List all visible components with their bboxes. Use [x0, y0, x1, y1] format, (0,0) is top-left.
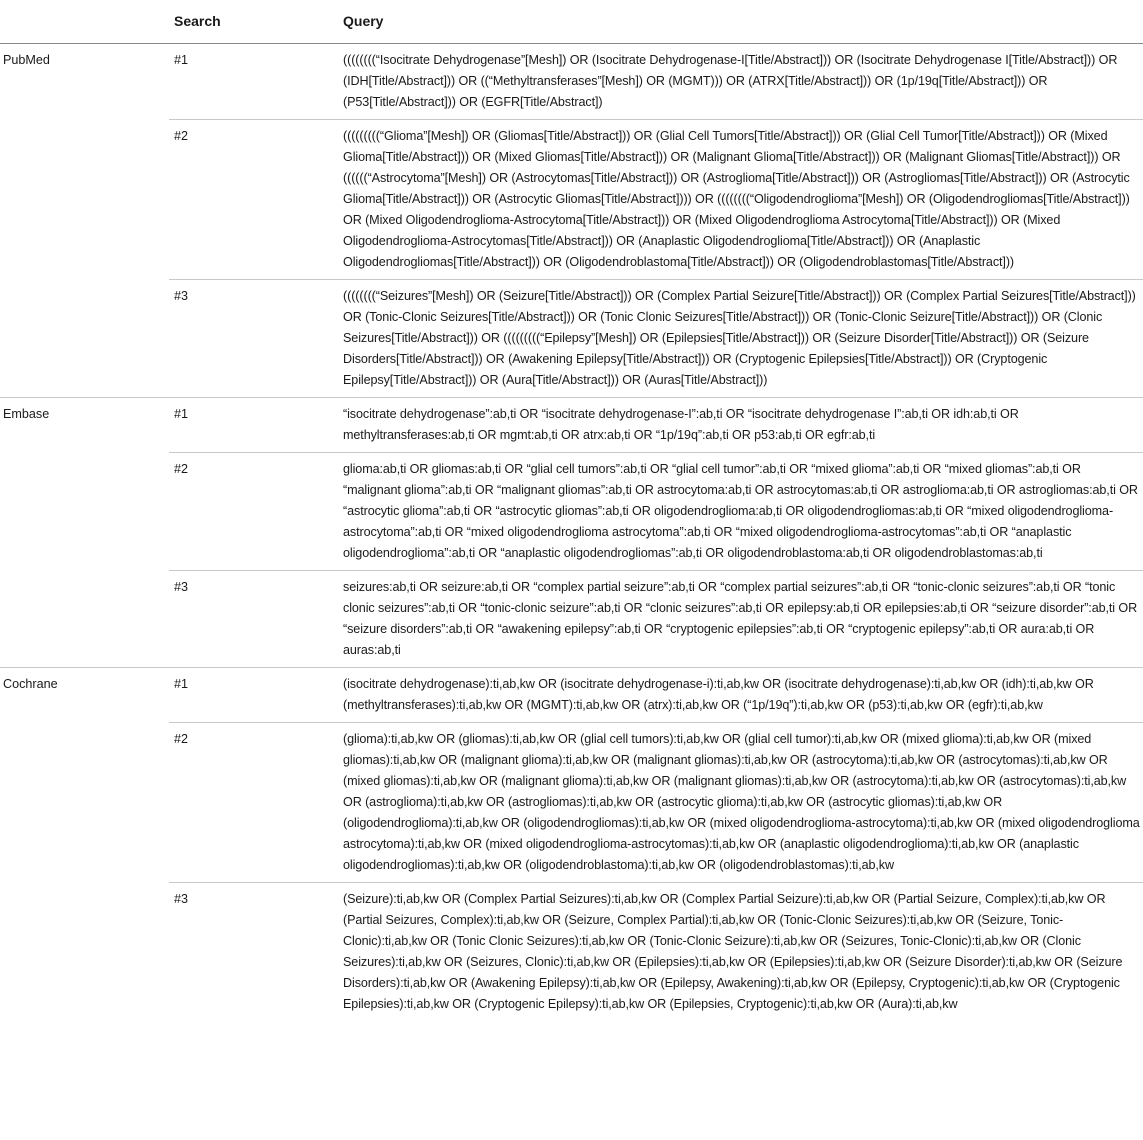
header-search: Search [169, 0, 338, 44]
table-row [0, 280, 1143, 398]
table-row [0, 120, 1143, 280]
search-cell: #3 [169, 883, 338, 1022]
table-row [0, 44, 1143, 120]
search-cell: #2 [169, 120, 338, 280]
search-cell: #1 [169, 398, 338, 453]
search-cell: #1 [174, 53, 189, 67]
query-cell: (glioma):ti,ab,kw OR (gliomas):ti,ab,kw OR (glial cell tumors):ti,ab,kw OR (glial cell tumor):ti,ab,kw OR (mixed glioma):ti,ab,kw OR (mixed gliomas):ti,ab,kw OR (malignant glioma):ti,ab,kw OR (malignant gliomas):ti,ab,kw OR (astrocytoma):ti,ab,kw OR (astrocytomas):ti,ab,kw OR (mixed gliomas):ti,ab,kw OR (malignant glioma):ti,ab,kw OR (malignant gliomas):ti,ab,kw OR (astrocytoma):ti,ab,kw OR (astrocytomas):ti,ab,kw OR (astroglioma):ti,ab,kw OR (astrogliomas):ti,ab,kw OR (astrocytic glioma):ti,ab,kw OR (astrocytic gliomas):ti,ab,kw OR (oligodendroglioma):ti,ab,kw OR (oligodendrogliomas):ti,ab,kw OR (mixed oligodendroglioma-astrocytoma):ti,ab,kw OR (mixed oligodendroglioma astrocytoma):ti,ab,kw OR (mixed oligodendroglioma-astrocytomas):ti,ab,kw OR (anaplastic oligodendroglioma):ti,ab,kw OR (anaplastic oligodendrogliomas):ti,ab,kw OR (oligodendroblastoma):ti,ab,kw OR (oligodendroblastomas):ti,ab,kw [338, 723, 1143, 883]
search-cell: #3 [169, 571, 338, 668]
query-cell: seizures:ab,ti OR seizure:ab,ti OR “complex partial seizure”:ab,ti OR “complex partial seizures”:ab,ti OR “tonic-clonic seizures”:ab,ti OR “tonic clonic seizures”:ab,ti OR “tonic-clonic seizure”:ab,ti OR “clonic seizures”:ab,ti OR epilepsy:ab,ti OR epilepsies:ab,ti OR “seizure disorder”:ab,ti OR “seizure disorders”:ab,ti OR “awakening epilepsy”:ab,ti OR “cryptogenic epilepsies”:ab,ti OR “cryptogenic epilepsy”:ab,ti OR aura:ab,ti OR auras:ab,ti [338, 571, 1143, 668]
search-cell: #2 [169, 723, 338, 883]
header-row [0, 0, 1143, 44]
query-cell: glioma:ab,ti OR gliomas:ab,ti OR “glial cell tumors”:ab,ti OR “glial cell tumor”:ab,ti OR “mixed glioma”:ab,ti OR “mixed gliomas”:ab,ti OR “malignant glioma”:ab,ti OR “malignant gliomas”:ab,ti OR astrocytoma:ab,ti OR astrocytomas:ab,ti OR astroglioma:ab,ti OR astrogliomas:ab,ti OR “astrocytic glioma”:ab,ti OR “astrocytic gliomas”:ab,ti OR oligodendroglioma:ab,ti OR oligodendrogliomas:ab,ti OR “mixed oligodendroglioma-astrocytoma”:ab,ti OR “mixed oligodendroglioma astrocytoma”:ab,ti OR “mixed oligodendroglioma-astrocytomas”:ab,ti OR “anaplastic oligodendroglioma”:ab,ti OR “anaplastic oligodendrogliomas”:ab,ti OR oligodendroblastoma:ab,ti OR oligodendroblastomas:ab,ti [338, 453, 1143, 571]
database-cell-embase: Embase [0, 398, 169, 668]
search-cell: #2 [169, 453, 338, 571]
table-header [0, 0, 1143, 44]
query-cell: (isocitrate dehydrogenase):ti,ab,kw OR (isocitrate dehydrogenase-i):ti,ab,kw OR (isocitrate dehydrogenase):ti,ab,kw OR (idh):ti,ab,kw OR (methyltransferases):ti,ab,kw OR (MGMT):ti,ab,kw OR (atrx):ti,ab,kw OR (“1p/19q”):ti,ab,kw OR (p53):ti,ab,kw OR (egfr):ti,ab,kw [338, 668, 1143, 723]
query-cell: (((((((((“Glioma”[Mesh]) OR (Gliomas[Title/Abstract])) OR (Glial Cell Tumors[Title/Abstract])) OR (Glial Cell Tumor[Title/Abstract])) OR (Mixed Glioma[Title/Abstract])) OR (Mixed Gliomas[Title/Abstract])) OR (Malignant Glioma[Title/Abstract])) OR (Malignant Gliomas[Title/Abstract])) OR ((((((“Astrocytoma”[Mesh]) OR (Astrocytomas[Title/Abstract])) OR (Astroglioma[Title/Abstract])) OR (Astrogliomas[Title/Abstract])) OR (Astrocytic Glioma[Title/Abstract])) OR (Astrocytic Gliomas[Title/Abstract]))) OR ((((((((“Oligodendroglioma”[Mesh]) OR (Oligodendrogliomas[Title/Abstract])) OR (Mixed Oligodendroglioma-Astrocytoma[Title/Abstract])) OR (Mixed Oligodendroglioma Astrocytoma[Title/Abstract])) OR (Mixed Oligodendroglioma-Astrocytomas[Title/Abstract])) OR (Anaplastic Oligodendroglioma[Title/Abstract])) OR (Anaplastic Oligodendrogliomas[Title/Abstract])) OR (Oligodendroblastoma[Title/Abstract])) OR (Oligodendroblastomas[Title/Abstract])) [338, 120, 1143, 280]
query-cell: ((((((((“Isocitrate Dehydrogenase”[Mesh]) OR (Isocitrate Dehydrogenase-I[Title/Abstract])) OR (Isocitrate Dehydrogenase I[Title/Abstract])) OR (IDH[Title/Abstract])) OR ((“Methyltransferases”[Mesh]) OR (MGMT))) OR (ATRX[Title/Abstract])) OR (1p/19q[Title/Abstract])) OR (P53[Title/Abstract])) OR (EGFR[Title/Abstract]) [343, 53, 1118, 109]
query-cell: ((((((((“Seizures”[Mesh]) OR (Seizure[Title/Abstract])) OR (Complex Partial Seizure[Title/Abstract])) OR (Complex Partial Seizures[Title/Abstract])) OR (Tonic-Clonic Seizures[Title/Abstract])) OR (Tonic Clonic Seizures[Title/Abstract])) OR (Tonic-Clonic Seizure[Title/Abstract])) OR (Clonic Seizures[Title/Abstract])) OR (((((((((“Epilepsy”[Mesh]) OR (Epilepsies[Title/Abstract])) OR (Seizure Disorder[Title/Abstract])) OR (Seizure Disorders[Title/Abstract])) OR (Awakening Epilepsy[Title/Abstract])) OR (Cryptogenic Epilepsies[Title/Abstract])) OR (Cryptogenic Epilepsy[Title/Abstract])) OR (Aura[Title/Abstract])) OR (Auras[Title/Abstract])) [338, 280, 1143, 398]
query-cell: (Seizure):ti,ab,kw OR (Complex Partial Seizures):ti,ab,kw OR (Complex Partial Seizure):ti,ab,kw OR (Partial Seizure, Complex):ti,ab,kw OR (Partial Seizures, Complex):ti,ab,kw OR (Seizure, Complex Partial):ti,ab,kw OR (Tonic-Clonic Seizures):ti,ab,kw OR (Seizure, Tonic-Clonic):ti,ab,kw OR (Tonic Clonic Seizures):ti,ab,kw OR (Tonic-Clonic Seizure):ti,ab,kw OR (Seizures, Tonic-Clonic):ti,ab,kw OR (Clonic Seizures):ti,ab,kw OR (Seizures, Clonic):ti,ab,kw OR (Epilepsies):ti,ab,kw OR (Epilepsies):ti,ab,kw OR (Seizure Disorder):ti,ab,kw OR (Seizure Disorders):ti,ab,kw OR (Awakening Epilepsy):ti,ab,kw OR (Epilepsy, Awakening):ti,ab,kw OR (Epilepsy, Cryptogenic):ti,ab,kw OR (Cryptogenic Epilepsies):ti,ab,kw OR (Cryptogenic Epilepsy):ti,ab,kw OR (Epilepsies, Cryptogenic):ti,ab,kw OR (Aura):ti,ab,kw [338, 883, 1143, 1022]
database-cell-pubmed: PubMed [3, 53, 50, 67]
search-cell: #1 [169, 668, 338, 723]
query-cell: “isocitrate dehydrogenase”:ab,ti OR “isocitrate dehydrogenase-I”:ab,ti OR “isocitrate dehydrogenase I”:ab,ti OR idh:ab,ti OR methyltransferases:ab,ti OR mgmt:ab,ti OR atrx:ab,ti OR “1p/19q”:ab,ti OR p53:ab,ti OR egfr:ab,ti [338, 398, 1143, 453]
header-query: Query [338, 0, 1143, 44]
search-cell: #3 [169, 280, 338, 398]
table-row [0, 723, 1143, 883]
table-row [0, 398, 1143, 453]
header-database [0, 0, 169, 44]
table-row [0, 571, 1143, 668]
table-row [0, 453, 1143, 571]
table-row [0, 668, 1143, 723]
table-body [0, 44, 1143, 1022]
table-row [0, 883, 1143, 1022]
database-cell-cochrane: Cochrane [0, 668, 169, 1022]
